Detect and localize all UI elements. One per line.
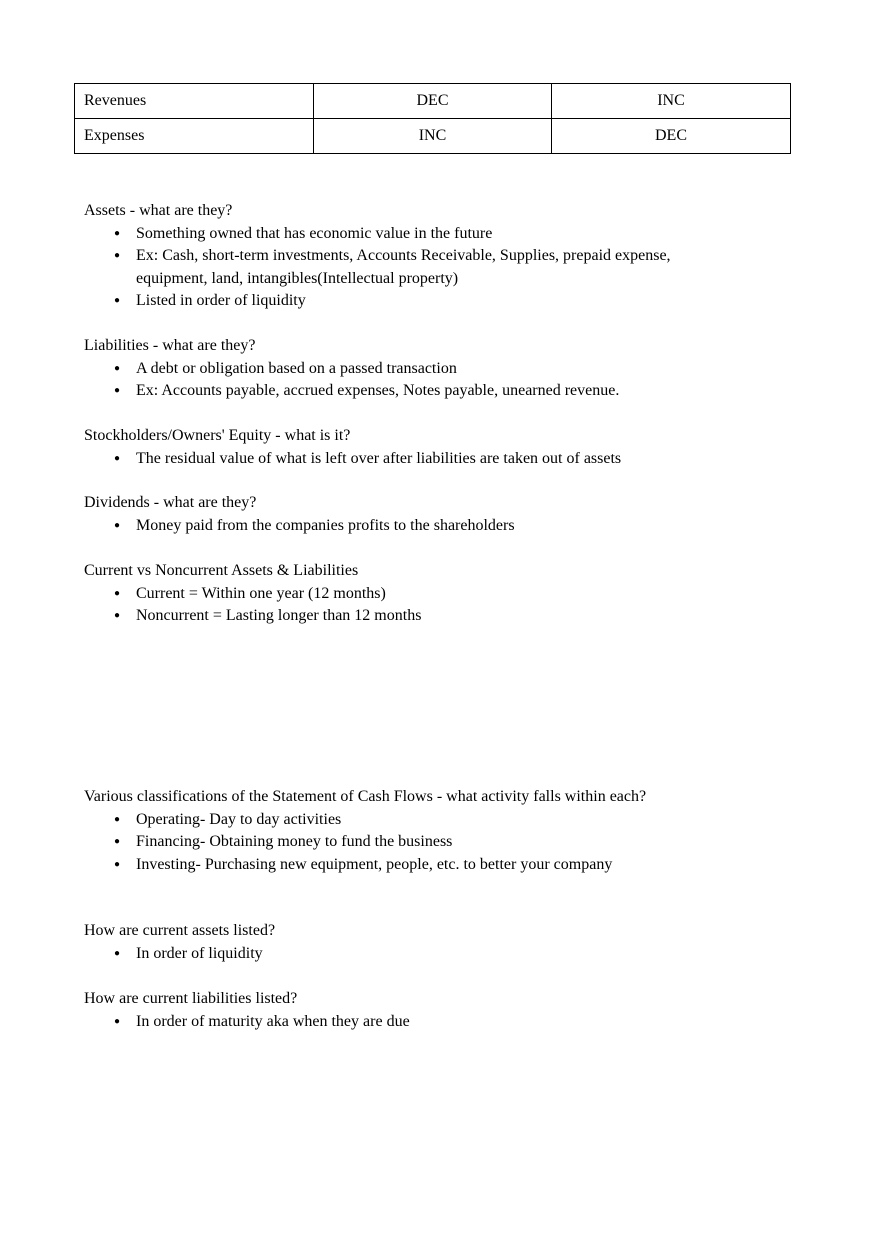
effects-table — [74, 83, 791, 154]
list-item-text: Noncurrent = Lasting longer than 12 months — [136, 607, 422, 624]
bullet-list — [84, 223, 724, 313]
current-noncurrent-section — [84, 560, 784, 628]
equity-section — [84, 425, 784, 470]
current-assets-section — [84, 920, 784, 965]
section-heading: Liabilities - what are they? — [84, 337, 256, 354]
list-item — [84, 605, 784, 628]
section-heading: How are current liabilities listed? — [84, 990, 298, 1007]
list-item — [84, 448, 784, 471]
list-item — [84, 809, 784, 832]
current-liabilities-section — [84, 988, 784, 1033]
list-item-text: Ex: Cash, short-term investments, Accounts Receivable, Supplies, prepaid expense, equipment, land, intangibles(Intellectual property) — [136, 247, 671, 287]
cash-flows-section — [84, 786, 664, 876]
bullet-icon: ● — [113, 836, 121, 847]
section-heading: Dividends - what are they? — [84, 494, 257, 511]
table-row — [75, 84, 791, 119]
table-row — [75, 119, 791, 154]
table-cell: DEC — [552, 119, 791, 154]
list-item — [84, 583, 784, 606]
section-heading: Assets - what are they? — [84, 202, 233, 219]
bullet-list — [84, 809, 784, 877]
list-item-text: A debt or obligation based on a passed transaction — [136, 359, 457, 377]
table-cell: DEC — [314, 84, 552, 119]
bullet-icon: ● — [113, 250, 121, 261]
table-cell-label: Expenses — [75, 119, 314, 154]
bullet-icon: ● — [113, 362, 121, 374]
liabilities-section — [84, 335, 724, 403]
list-item-text: Current = Within one year (12 months) — [136, 584, 386, 602]
bullet-list — [84, 583, 784, 628]
bullet-icon: ● — [113, 519, 121, 531]
bullet-icon: ● — [113, 385, 121, 396]
table-cell: INC — [314, 119, 552, 154]
list-item — [84, 380, 724, 403]
list-item — [84, 831, 784, 854]
table-cell: INC — [552, 84, 791, 119]
dividends-section — [84, 492, 784, 537]
bullet-icon: ● — [113, 295, 121, 306]
bullet-icon: ● — [113, 1015, 121, 1027]
list-item-text: Money paid from the companies profits to the shareholders — [136, 516, 515, 534]
list-item — [84, 1011, 784, 1034]
bullet-list — [84, 943, 784, 966]
section-heading: Stockholders/Owners' Equity - what is it? — [84, 427, 351, 444]
list-item-text: In order of maturity aka when they are due — [136, 1012, 410, 1030]
list-item-text: Ex: Accounts payable, accrued expenses, Notes payable, unearned revenue. — [136, 382, 620, 399]
bullet-icon: ● — [113, 587, 121, 599]
list-item-text: The residual value of what is left over after liabilities are taken out of assets — [136, 449, 622, 467]
list-item-text: Something owned that has economic value in the future — [136, 224, 493, 242]
table-cell-label: Revenues — [75, 84, 314, 119]
bullet-icon: ● — [113, 227, 121, 239]
list-item-text: Investing- Purchasing new equipment, people, etc. to better your company — [136, 855, 613, 873]
list-item-text: Listed in order of liquidity — [136, 292, 306, 309]
list-item — [84, 943, 784, 966]
list-item — [84, 290, 724, 313]
bullet-icon: ● — [113, 610, 121, 621]
list-item-text: Operating- Day to day activities — [136, 810, 342, 828]
bullet-icon: ● — [113, 858, 121, 870]
bullet-icon: ● — [113, 947, 121, 959]
section-heading: Various classifications of the Statement of Cash Flows - what activity falls within each? — [84, 788, 647, 805]
assets-section — [84, 200, 724, 313]
bullet-icon: ● — [113, 813, 121, 825]
section-heading: Current vs Noncurrent Assets & Liabilities — [84, 562, 359, 579]
bullet-icon: ● — [113, 452, 121, 464]
section-heading: How are current assets listed? — [84, 922, 276, 939]
list-item — [84, 358, 724, 381]
bullet-list — [84, 515, 784, 538]
list-item — [84, 515, 784, 538]
list-item-text: Financing- Obtaining money to fund the business — [136, 833, 453, 850]
list-item — [84, 854, 784, 877]
bullet-list — [84, 448, 784, 471]
list-item-text: In order of liquidity — [136, 944, 263, 962]
bullet-list — [84, 358, 724, 403]
list-item — [84, 223, 724, 246]
bullet-list — [84, 1011, 784, 1034]
list-item — [84, 245, 724, 290]
